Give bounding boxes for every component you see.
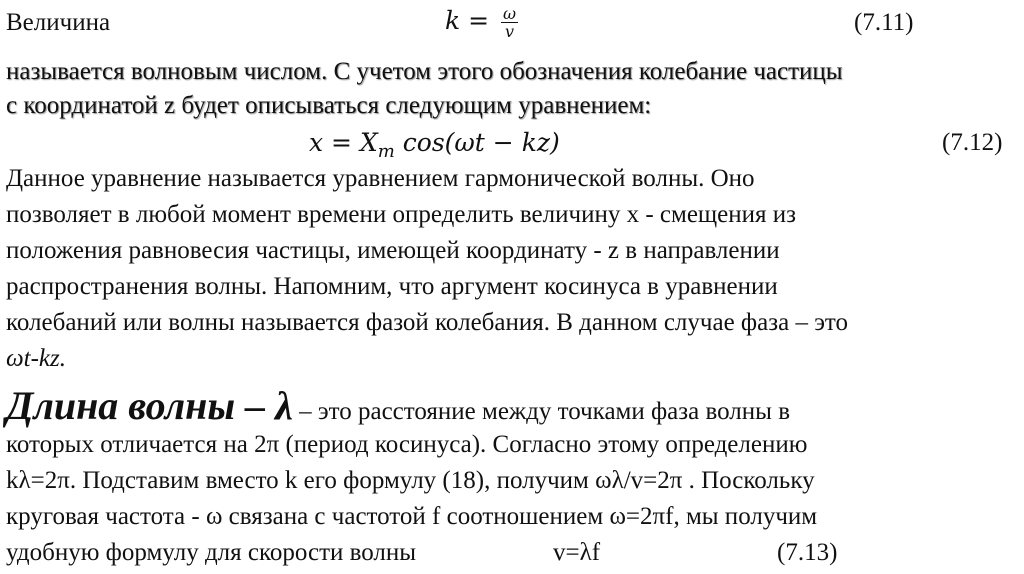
text-line: удобную формулу для скорости волны [6,539,417,566]
text-line: колебаний или волны называется фазой колебания. В данном случае фаза – это [6,309,849,336]
equation-7-11 [445,4,518,40]
equation-tag-7-13: (7.13) [777,539,838,566]
text-line: позволяет в любой момент времени определить величину x - смещения из [6,201,797,228]
formula-v-lambda-f: v=λf [553,539,601,566]
text-line: которых отличается на 2π (период косинуса). Согласно этому определению [6,431,808,458]
text-line: распространения волны. Напомним, что аргумент косинуса в уравнении [6,273,778,300]
text-line: Данное уравнение называется уравнением гармонической волны. Оно [6,165,755,192]
equation-post: cos(ωt − kz) [402,128,560,157]
text-line: kλ=2π. Подставим вместо k его формулу (18), получим ωλ/v=2π . Поскольку [6,467,815,494]
text-line: называется волновым числом. С учетом этого обозначения колебание частицы [6,58,843,85]
fraction-denominator: v [505,22,515,41]
definition-rest: – это расстояние между точками фаза волны в [292,398,791,425]
equation-subscript: m [377,141,395,162]
equation-tag-7-11: (7.11) [854,9,914,36]
fraction [501,5,518,40]
phase-formula: ωt-kz. [6,345,66,372]
fraction-numerator: ω [503,4,517,23]
text-line: круговая частота - ω связана с частотой f соотношением ω=2πf, мы получим [6,503,818,530]
equation-pre: x = X [309,128,378,157]
heading-wavelength: Длина волны – λ [6,383,293,428]
equation-tag-7-12: (7.12) [942,129,1003,156]
text-line: с координатой z будет описываться следующим уравнением: [6,92,652,119]
text-line: положения равновесия частицы, имеющей координату - z в направлении [6,237,780,264]
equation-lhs: k = [445,6,490,35]
label-velichina: Величина [6,9,111,36]
